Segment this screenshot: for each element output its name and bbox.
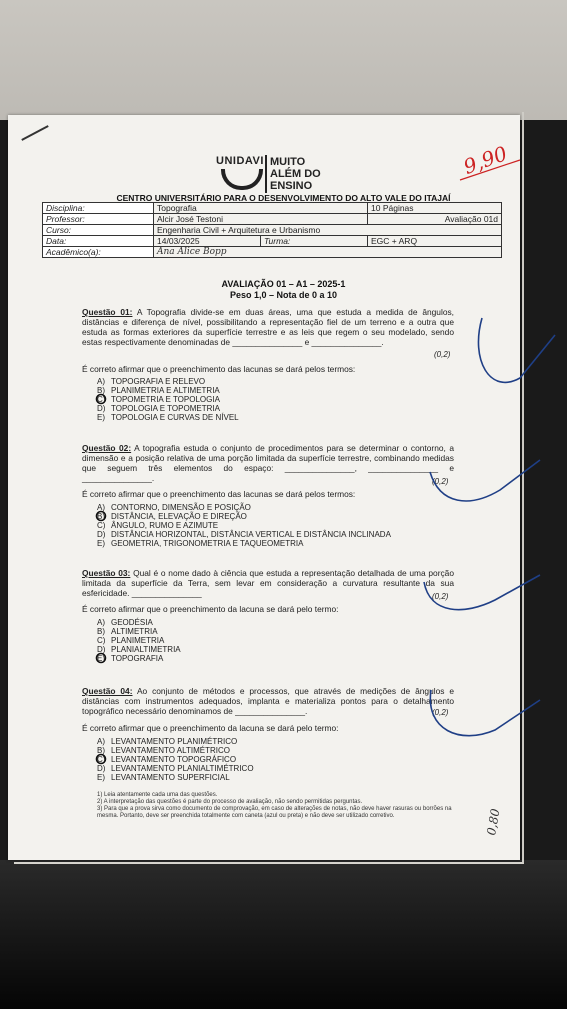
curso-value: Engenharia Civil + Arquitetura e Urbanismo (154, 225, 502, 236)
q3-option-c[interactable]: C) PLANIMETRIA (97, 636, 165, 645)
question-3-score: (0,2) (432, 592, 449, 601)
q2-checkmark (430, 460, 540, 501)
handwritten-side-mark: 0,80 (484, 807, 503, 837)
exam-title: AVALIAÇÃO 01 – A1 – 2025-1 (221, 279, 346, 289)
q3-option-a[interactable]: A) GEODÉSIA (97, 618, 153, 627)
q4-option-c[interactable]: C) LEVANTAMENTO TOPOGRÁFICO (97, 755, 237, 764)
q3-option-d[interactable]: D) PLANIALTIMETRIA (97, 645, 181, 654)
q3-selected-circle (97, 654, 106, 663)
turma-label: Turma: (261, 236, 368, 247)
q2-option-d[interactable]: D) DISTÂNCIA HORIZONTAL, DISTÂNCIA VERTICAL E DISTÂNCIA INCLINADA (97, 530, 391, 539)
question-3-body: Qual é o nome dado à ciência que estuda a representação detalhada de uma porção limitada da superfície da Terra, sem levar em consideração a curvatura resultante da sua esfericidade. _______________ (82, 568, 454, 598)
data-value: 14/03/2025 (154, 236, 261, 247)
question-1-prompt: É correto afirmar que o preenchimento das lacunas se dará pelos termos: (82, 364, 356, 374)
q3-checkmark (424, 575, 540, 610)
logo-brand: UNIDAVI (216, 155, 264, 167)
question-4-body: Ao conjunto de métodos e processos, que através de medições de ângulos e distâncias com instrumentos adequados, implanta e materializa pontos para o detalhamento topográfico necessário denominamos de _______________. (82, 686, 454, 716)
exam-subtitle: Peso 1,0 – Nota de 0 a 10 (229, 290, 338, 300)
disciplina-label: Disciplina: (43, 203, 154, 214)
q4-option-d[interactable]: D) LEVANTAMENTO PLANIALTIMÉTRICO (97, 764, 254, 773)
question-4-score: (0,2) (432, 708, 449, 717)
q1-selected-circle (97, 395, 106, 404)
q3-option-e[interactable]: E) TOPOGRAFIA (97, 654, 164, 663)
question-1-body: A Topografia divide-se em duas áreas, uma que estuda a medida de ângulos, distâncias e diferença de nível, possibilitando a representação fiel de um terreno e a outra que estuda as formas exteriores da superfície terrestre e as leis que regem o seu modelado, sendo estas respectivamente denominadas de _______________ e _______________. (82, 307, 454, 347)
data-label: Data: (43, 236, 154, 247)
q4-option-a[interactable]: A) LEVANTAMENTO PLANIMÉTRICO (97, 737, 238, 746)
disciplina-value: Topografia (154, 203, 368, 214)
academico-label: Acadêmico(a): (43, 247, 154, 258)
q1-option-a[interactable]: A) TOPOGRAFIA E RELEVO (97, 377, 206, 386)
question-3-prompt: É correto afirmar que o preenchimento da lacuna se dará pelo termo: (82, 604, 339, 614)
pages-count: 10 Páginas (368, 203, 502, 214)
q1-option-e[interactable]: E) TOPOLOGIA E CURVAS DE NÍVEL (97, 413, 239, 422)
instruction-3: 3) Para que a prova sirva como documento de comprovação, em caso de alterações de notas, não deve haver rasuras ou borrões na mesma. Portanto, deve ser preenchida totalmente com caneta (azul ou preta) e não deve ser utilizado corretivo. (97, 806, 452, 819)
q2-option-e[interactable]: E) GEOMETRIA, TRIGONOMETRIA E TAQUEOMETRIA (97, 539, 304, 548)
q2-selected-circle (97, 512, 106, 521)
question-2-body: A topografia estuda o conjunto de procedimentos para se determinar o contorno, a dimensão e a posição relativa de uma porção limitada da superfície terrestre, combinando medidas que seguem três elementos do espaço: _______________, _______________ e _______________. (82, 443, 454, 483)
professor-label: Professor: (43, 214, 154, 225)
instruction-2: 2) A interpretação das questões é parte do processo de avaliação, não sendo permitidas perguntas. (97, 799, 363, 805)
q1-checkmark (478, 318, 555, 382)
student-signature: Ana Alice Bopp (154, 247, 502, 258)
institution-name: CENTRO UNIVERSITÁRIO PARA O DESENVOLVIMENTO DO ALTO VALE DO ITAJAÍ (116, 193, 451, 203)
question-3-label: Questão 03: (82, 568, 131, 578)
q3-option-b[interactable]: B) ALTIMETRIA (97, 627, 158, 636)
professor-value: Alcir José Testoni (154, 214, 368, 225)
q1-option-b[interactable]: B) PLANIMETRIA E ALTIMETRIA (97, 386, 220, 395)
q4-option-e[interactable]: E) LEVANTAMENTO SUPERFICIAL (97, 773, 230, 782)
question-2-score: (0,2) (432, 477, 449, 486)
q1-option-c[interactable]: C) TOPOMETRIA E TOPOLOGIA (97, 395, 220, 404)
handwritten-grade: 9,90 (460, 141, 511, 179)
question-1-score: (0,2) (434, 350, 451, 359)
question-2-label: Questão 02: (82, 443, 132, 453)
question-4-label: Questão 04: (82, 686, 133, 696)
q4-selected-circle (97, 755, 106, 764)
logo-tagline-1: MUITO (270, 156, 306, 168)
question-2-prompt: É correto afirmar que o preenchimento das lacunas se dará pelos termos: (82, 489, 356, 499)
grade-underline (460, 160, 520, 180)
turma-value: EGC + ARQ (368, 236, 502, 247)
question-4-prompt: É correto afirmar que o preenchimento da lacuna se dará pelo termo: (82, 723, 339, 733)
q2-option-b[interactable]: B) DISTÂNCIA, ELEVAÇÃO E DIREÇÃO (97, 512, 247, 521)
q4-checkmark (430, 690, 540, 736)
question-1-label: Questão 01: (82, 307, 133, 317)
q1-option-d[interactable]: D) TOPOLOGIA E TOPOMETRIA (97, 404, 220, 413)
evaluation-id: Avaliação 01d (368, 214, 502, 225)
logo-tagline-2: ALÉM DO (270, 168, 321, 180)
q2-option-a[interactable]: A) CONTORNO, DIMENSÃO E POSIÇÃO (97, 503, 251, 512)
q4-option-b[interactable]: B) LEVANTAMENTO ALTIMÉTRICO (97, 746, 230, 755)
q2-option-c[interactable]: C) ÂNGULO, RUMO E AZIMUTE (97, 521, 219, 530)
curso-label: Curso: (43, 225, 154, 236)
logo-tagline-3: ENSINO (270, 180, 313, 192)
instruction-1: 1) Leia atentamente cada uma das questões. (97, 792, 218, 798)
